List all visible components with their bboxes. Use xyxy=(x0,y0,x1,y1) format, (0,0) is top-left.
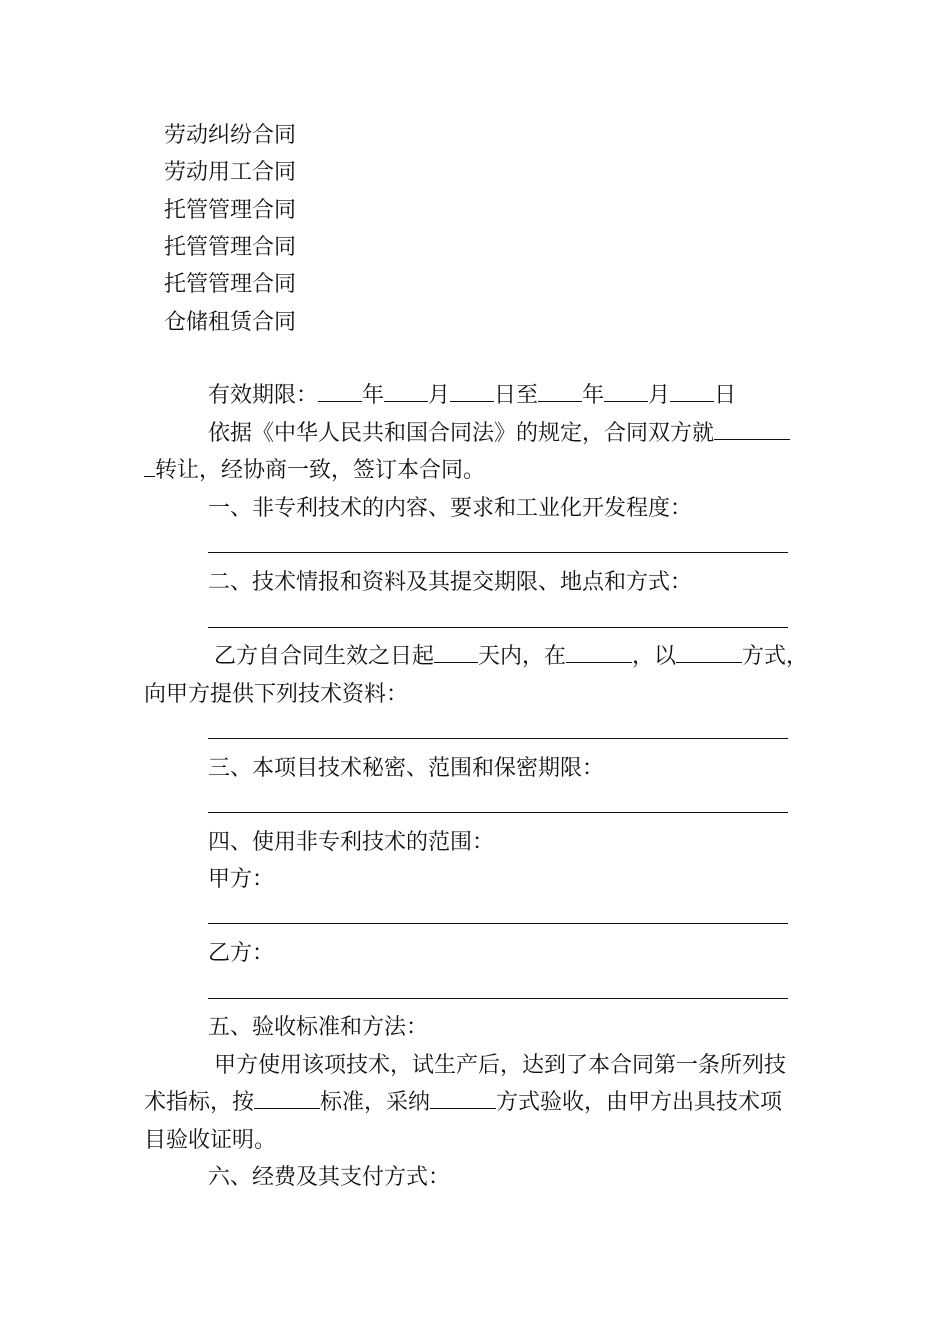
blank-place xyxy=(566,642,632,663)
section-5-title: 五、验收标准和方法： xyxy=(208,1015,429,1040)
section-5-line-3: 目验收证明。 xyxy=(144,1128,277,1153)
blank-days xyxy=(434,642,478,663)
blank-method xyxy=(676,642,742,663)
validity-day-to: 日至 xyxy=(494,383,539,408)
blank-month-from xyxy=(384,381,428,402)
validity-label: 有效期限： xyxy=(208,383,319,408)
section-5-text-a: 术指标，按 xyxy=(144,1090,255,1115)
validity-month: 月 xyxy=(428,383,451,408)
blank-subject-cont xyxy=(144,456,155,477)
intro-line-2 xyxy=(144,456,485,486)
blank-year-from xyxy=(318,381,362,402)
section-2-text-c: ，以 xyxy=(632,644,677,669)
validity-line xyxy=(208,381,736,411)
section-2-materials-line xyxy=(208,738,788,739)
section-2-text-b: 天内，在 xyxy=(478,644,567,669)
validity-year2: 年 xyxy=(582,383,605,408)
section-3-fill-line xyxy=(208,812,788,813)
party-a-label: 甲方： xyxy=(208,867,275,892)
section-2-text-d: 方式， xyxy=(742,644,809,669)
section-2-para-line-2: 向甲方提供下列技术资料： xyxy=(144,682,409,707)
blank-month-to xyxy=(604,381,648,402)
blank-subject xyxy=(714,419,790,440)
section-2-text-a: 乙方自合同生效之日起 xyxy=(214,644,435,669)
section-5-line-2 xyxy=(144,1088,782,1118)
related-link-6[interactable]: 仓储租赁合同 xyxy=(164,310,297,335)
blank-day-from xyxy=(450,381,494,402)
party-b-label: 乙方： xyxy=(208,941,275,966)
section-1-title: 一、非专利技术的内容、要求和工业化开发程度： xyxy=(208,496,693,521)
related-link-1[interactable]: 劳动纠纷合同 xyxy=(164,123,297,148)
intro-line-1 xyxy=(208,419,790,449)
section-6-title: 六、经费及其支付方式： xyxy=(208,1165,451,1190)
section-2-title: 二、技术情报和资料及其提交期限、地点和方式： xyxy=(208,570,693,595)
related-link-2[interactable]: 劳动用工合同 xyxy=(164,160,297,185)
section-5-line-1: 甲方使用该项技术，试生产后，达到了本合同第一条所列技 xyxy=(214,1053,787,1078)
validity-day: 日 xyxy=(714,383,737,408)
party-b-fill-line xyxy=(208,998,788,999)
intro-text-2: 转让，经协商一致，签订本合同。 xyxy=(155,458,486,483)
party-a-fill-line xyxy=(208,923,788,924)
section-1-fill-line xyxy=(208,552,788,553)
section-3-title: 三、本项目技术秘密、范围和保密期限： xyxy=(208,756,605,781)
validity-month2: 月 xyxy=(648,383,671,408)
section-4-title: 四、使用非专利技术的范围： xyxy=(208,830,495,855)
section-5-text-b: 标准，采纳 xyxy=(320,1090,431,1115)
validity-year: 年 xyxy=(362,383,385,408)
intro-text-1: 依据《中华人民共和国合同法》的规定，合同双方就 xyxy=(208,421,715,446)
section-2-fill-line xyxy=(208,627,788,628)
related-link-5[interactable]: 托管管理合同 xyxy=(164,272,297,297)
blank-day-to xyxy=(670,381,714,402)
related-link-4[interactable]: 托管管理合同 xyxy=(164,235,297,260)
blank-acceptance-method xyxy=(430,1088,496,1109)
section-2-para-line-1 xyxy=(214,642,808,672)
section-5-text-c: 方式验收，由甲方出具技术项 xyxy=(496,1090,783,1115)
related-link-3[interactable]: 托管管理合同 xyxy=(164,198,297,223)
blank-year-to xyxy=(538,381,582,402)
blank-standard xyxy=(254,1088,320,1109)
